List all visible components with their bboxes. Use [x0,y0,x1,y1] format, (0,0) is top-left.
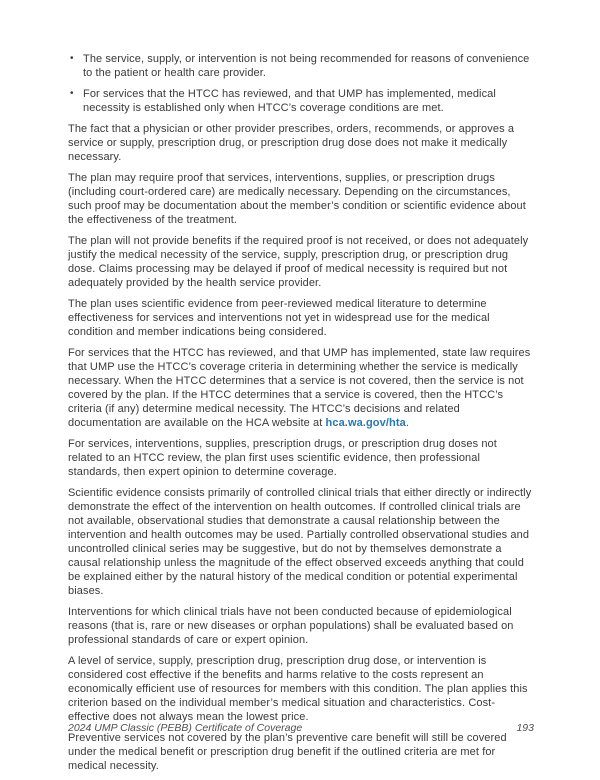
paragraph: The plan may require proof that services, interventions, supplies, or prescription drugs (including court-ordered care) are medically necessary. Depending on the circumstances, such proof may be documentation about the member’s condition or scientific evidence about the effectiveness of the treatment. [68,172,526,226]
paragraph: A level of service, supply, prescription drug, prescription drug dose, or intervention is considered cost effective if the benefits and harms relative to the costs represent an economically efficient use of resources for members with this condition. The plan applies this criterion based on the individual member’s medical situation and characteristics. Cost-effective does not always mean the lowest price. [68,655,528,723]
page-number: 193 [516,722,534,734]
bullet-marker: • [70,88,74,99]
paragraph: Interventions for which clinical trials have not been conducted because of epidemiological reasons (that is, rare or new diseases or orphan populations) shall be evaluated based on professional standards of care or expert opinion. [68,606,514,646]
paragraph: Preventive services not covered by the plan’s preventive care benefit will still be covered under the medical benefit or prescription drug benefit if the outlined criteria are met for medical necessity. [68,732,507,772]
page-body [68,52,534,780]
bullet-marker: • [70,53,74,64]
paragraph: The plan will not provide benefits if the required proof is not received, or does not adequately justify the medical necessity of the service, supply, prescription drug, or prescription drug dose. Claims processing may be delayed if proof of medical necessity is required but not adequately provided by the health service provider. [68,235,529,289]
paragraph-text-after-link: . [405,417,409,429]
bullet-item [70,87,534,115]
hca-hta-link[interactable]: hca.wa.gov/hta [325,417,406,429]
paragraph: The fact that a physician or other provider prescribes, orders, recommends, or approves a service or supply, prescription drug, or prescription drug dose does not make it medically necessary. [68,123,515,163]
paragraph: Scientific evidence consists primarily of controlled clinical trials that either directly or indirectly demonstrate the effect of the intervention on health outcomes. If controlled clinical trials are not available, observational studies that demonstrate a causal relationship between the intervention and health outcomes may be used. Partially controlled observational studies and uncontrolled clinical series may be suggestive, but do not by themselves demonstrate a causal relationship unless the magnitude of the effect observed exceeds anything that could be explained either by the natural history of the medical condition or potential experimental biases. [68,487,532,597]
paragraph-with-link [68,346,534,430]
page-footer [68,722,534,735]
bullet-item-text: The service, supply, or intervention is not being recommended for reasons of convenience to the patient or health care provider. [83,53,530,79]
paragraph-text-before-link: For services that the HTCC has reviewed, and that UMP has implemented, state law requires that UMP use the HTCC’s coverage criteria in determining whether the service is medically necessary. When the HTCC determines that a service is not covered, then the service is not covered by the plan. If the HTCC determines that a service is covered, then the HTCC’s criteria (if any) determine medical necessity. The HTCC’s decisions and related documentation are available on the HCA website at [68,347,531,429]
bullet-item-text: For services that the HTCC has reviewed, and that UMP has implemented, medical necessity is established only when HTCC’s coverage conditions are met. [83,88,496,114]
paragraph: The plan uses scientific evidence from peer-reviewed medical literature to determine effectiveness for services and interventions not yet in widespread use for the medical condition and member indications being considered. [68,298,490,338]
footer-document-title: 2024 UMP Classic (PEBB) Certificate of Coverage [68,722,303,734]
paragraph: For services, interventions, supplies, prescription drugs, or prescription drug doses not related to an HTCC review, the plan first uses scientific evidence, then professional standards, then expert opinion to determine coverage. [68,438,497,478]
bullet-item [70,52,534,80]
